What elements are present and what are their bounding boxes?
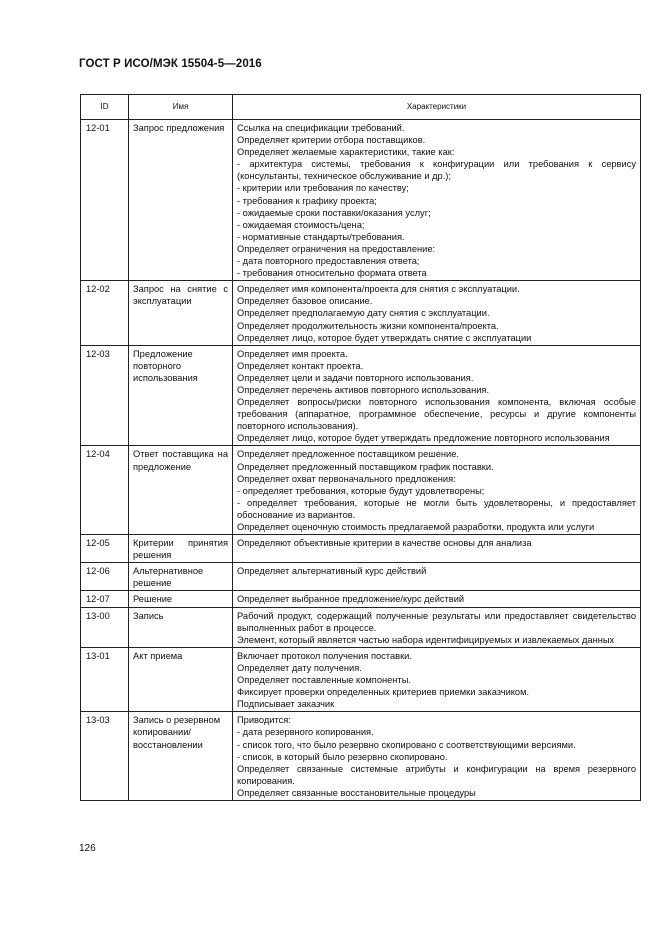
characteristics-line: Подписывает заказчик: [237, 699, 335, 710]
characteristics-line: Определяет связанные восстановительные процедуры: [237, 787, 476, 798]
characteristics-line: Определяет контакт проекта.: [237, 360, 364, 371]
name-line: Предложение повторного использования: [133, 348, 198, 383]
table-row: [81, 345, 641, 446]
cell-name: [129, 563, 233, 591]
characteristics-line: - дата резервного копирования.: [237, 727, 374, 738]
cell-characteristics: [233, 712, 641, 801]
name-line: Запрос на снятие с эксплуатации: [133, 284, 228, 307]
characteristics-line: - требования относительно формата ответа: [237, 268, 427, 279]
characteristics-line: Определяет охват первоначального предложения:: [237, 473, 456, 484]
name-line: Акт приема: [133, 650, 183, 661]
characteristics-line: Включает протокол получения поставки.: [237, 650, 412, 661]
document-header: ГОСТ Р ИСО/МЭК 15504-5—2016: [79, 58, 262, 70]
cell-characteristics: [233, 563, 641, 591]
column-header-characteristics: Характеристики: [233, 95, 641, 120]
table-row: [81, 563, 641, 591]
cell-id: 12-05: [81, 535, 129, 563]
characteristics-line: Приводится:: [237, 715, 291, 726]
characteristics-line: Определяет дату получения.: [237, 662, 362, 673]
characteristics-line: Фиксирует проверки определенных критериев приемки заказчиком.: [237, 687, 530, 698]
cell-id: 13-01: [81, 647, 129, 711]
characteristics-line: Определяет связанные системные атрибуты и конфигурации на время резервного копирования.: [237, 763, 636, 786]
cell-name: [129, 281, 233, 345]
characteristics-line: Определяет предложенное поставщиком решение.: [237, 449, 459, 460]
cell-name: [129, 446, 233, 535]
name-line: Запись о резервном: [133, 715, 221, 726]
cell-id: 12-06: [81, 563, 129, 591]
table-row: [81, 281, 641, 345]
characteristics-line: Элемент, который является частью набора идентифицируемых и извлекаемых данных: [237, 634, 615, 645]
name-line: копировании/: [133, 727, 192, 738]
cell-characteristics: [233, 591, 641, 607]
characteristics-line: Определяет имя проекта.: [237, 348, 348, 359]
characteristics-line: - список того, что было резервно скопировано с соответствующими версиями.: [237, 739, 576, 750]
characteristics-line: - требования к графику проекта;: [237, 195, 377, 206]
characteristics-line: - ожидаемые сроки поставки/оказания услуг;: [237, 207, 431, 218]
table-row: [81, 446, 641, 535]
cell-id: 12-04: [81, 446, 129, 535]
characteristics-line: Определяет альтернативный курс действий: [237, 566, 427, 577]
characteristics-line: Определяет желаемые характеристики, такие как:: [237, 147, 455, 158]
cell-id: 12-01: [81, 120, 129, 281]
characteristics-line: - определяет требования, которые будут удовлетворены;: [237, 485, 485, 496]
cell-characteristics: [233, 607, 641, 647]
characteristics-line: Определяет предложенный поставщиком график поставки.: [237, 461, 494, 472]
cell-name: [129, 535, 233, 563]
characteristics-line: - ожидаемая стоимость/цена;: [237, 219, 365, 230]
column-header-name: Имя: [129, 95, 233, 120]
table-row: [81, 647, 641, 711]
column-header-id: ID: [81, 95, 129, 120]
cell-characteristics: [233, 446, 641, 535]
characteristics-line: Определяет выбранное предложение/курс действий: [237, 594, 465, 605]
cell-characteristics: [233, 281, 641, 345]
characteristics-line: Определяет цели и задачи повторного использования.: [237, 372, 474, 383]
cell-id: 12-03: [81, 345, 129, 446]
name-line: восстановлении: [133, 739, 203, 750]
name-line: Альтернативное решение: [133, 566, 204, 589]
cell-name: [129, 345, 233, 446]
table-row: [81, 120, 641, 281]
characteristics-line: Определяют объективные критерии в качестве основы для анализа: [237, 538, 532, 549]
table-row: [81, 591, 641, 607]
name-line: Критерии принятия решения: [133, 538, 228, 561]
characteristics-line: Определяет вопросы/риски повторного использования компонента, включая особые требования (аппаратное, программное обеспечение, ресурсы и другие компоненты повторного использования).: [237, 397, 636, 432]
name-line: Запись: [133, 610, 164, 621]
table-row: [81, 712, 641, 801]
characteristics-line: - нормативные стандарты/требования.: [237, 231, 405, 242]
characteristics-line: - список, в который было резервно скопировано.: [237, 751, 448, 762]
work-products-table: [80, 94, 641, 801]
characteristics-line: Определяет базовое описание.: [237, 296, 373, 307]
cell-id: 12-07: [81, 591, 129, 607]
cell-name: [129, 607, 233, 647]
name-line: Решение: [133, 594, 173, 605]
table-row: [81, 535, 641, 563]
name-line: Ответ поставщика на предложение: [133, 449, 228, 472]
cell-characteristics: [233, 120, 641, 281]
characteristics-line: - дата повторного предоставления ответа;: [237, 256, 420, 267]
characteristics-line: Определяет поставленные компоненты.: [237, 675, 411, 686]
cell-characteristics: [233, 535, 641, 563]
characteristics-line: Определяет ограничения на предоставление:: [237, 243, 436, 254]
cell-id: 13-00: [81, 607, 129, 647]
cell-characteristics: [233, 345, 641, 446]
characteristics-line: Определяет лицо, которое будет утверждать предложение повторного использования: [237, 433, 610, 444]
characteristics-line: Ссылка на спецификации требований.: [237, 123, 405, 133]
cell-name: [129, 712, 233, 801]
characteristics-line: Определяет лицо, которое будет утверждать снятие с эксплуатации: [237, 332, 532, 343]
name-line: Запрос предложения: [133, 123, 225, 133]
characteristics-line: - определяет требования, которые не могли быть удовлетворены, и предоставляет обоснование из вариантов.: [237, 497, 636, 520]
cell-name: [129, 647, 233, 711]
characteristics-line: Определяет имя компонента/проекта для снятия с эксплуатации.: [237, 284, 520, 295]
page-number: 126: [79, 843, 96, 854]
characteristics-line: - архитектура системы, требования к конфигурации или требования к сервису (консультанты, техническое обслуживание и др.);: [237, 159, 636, 182]
characteristics-line: - критерии или требования по качеству;: [237, 183, 409, 194]
cell-id: 12-02: [81, 281, 129, 345]
cell-id: 13-03: [81, 712, 129, 801]
characteristics-line: Определяет предполагаемую дату снятия с эксплуатации.: [237, 308, 490, 319]
table-row: [81, 607, 641, 647]
cell-name: [129, 591, 233, 607]
characteristics-line: Определяет перечень активов повторного использования.: [237, 384, 490, 395]
characteristics-line: Определяет продолжительность жизни компонента/проекта.: [237, 320, 499, 331]
table-header-row: [81, 95, 641, 120]
table-body: [81, 120, 641, 801]
characteristics-line: Определяет оценочную стоимость предлагаемой разработки, продукта или услуги: [237, 522, 595, 532]
characteristics-line: Рабочий продукт, содержащий полученные результаты или предоставляет свидетельство выполненных работ в процессе.: [237, 610, 636, 633]
characteristics-line: Определяет критерии отбора поставщиков.: [237, 135, 426, 146]
cell-characteristics: [233, 647, 641, 711]
cell-name: [129, 120, 233, 281]
